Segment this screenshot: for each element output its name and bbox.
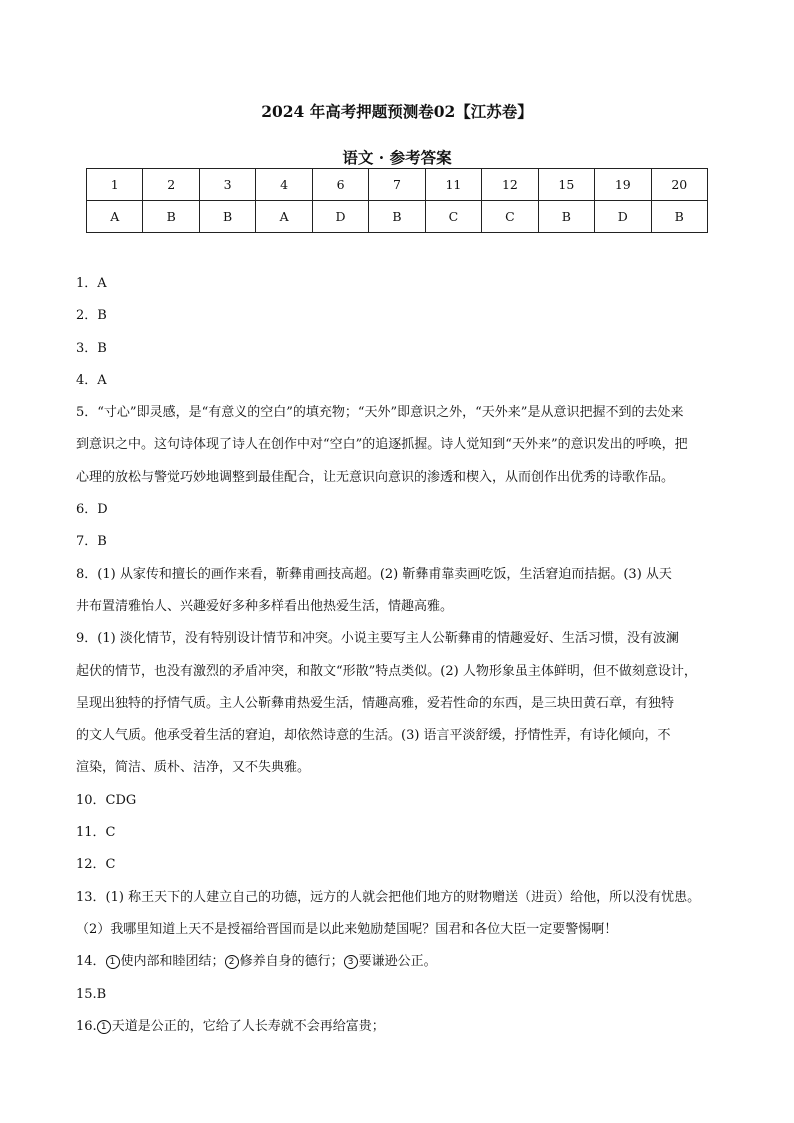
- answer-table-answer-row: [87, 201, 708, 233]
- answer-cell: A: [256, 201, 312, 233]
- answer-line: 13．(1) 称王天下的人建立自己的功德，远方的人就会把他们地方的财物赠送（进贡）给他，所以没有忧患。: [76, 889, 701, 905]
- question-number-cell: 4: [256, 169, 312, 201]
- answer-cell: D: [312, 201, 368, 233]
- answer-cell: C: [425, 201, 481, 233]
- answer-line: 12．C: [76, 857, 116, 873]
- answer-line: 9．(1) 淡化情节，没有特别设计情节和冲突。小说主要写主人公靳彝甫的情趣爱好、生活习惯，没有波澜: [76, 631, 679, 647]
- question-number-cell: 1: [87, 169, 143, 201]
- answer-line: 渲染，简洁、质朴、洁净，又不失典雅。: [76, 760, 311, 776]
- answer-line: 到意识之中。这句诗体现了诗人在创作中对“空白”的追逐抓握。诗人觉知到“天外来”的意识发出的呼唤，把: [76, 437, 688, 453]
- question-number-cell: 19: [595, 169, 651, 201]
- circled-number-mark: 3: [344, 955, 358, 969]
- answer-list: [76, 268, 726, 1043]
- answer-line: 10．CDG: [76, 792, 137, 808]
- question-number-cell: 2: [143, 169, 199, 201]
- question-number-cell: 6: [312, 169, 368, 201]
- question-number-cell: 7: [369, 169, 425, 201]
- answer-line: 8．(1) 从家传和擅长的画作来看，靳彝甫画技高超。(2) 靳彝甫靠卖画吃饭，生活窘迫而拮据。(3) 从天: [76, 566, 672, 582]
- answer-line: （2）我哪里知道上天不是授福给晋国而是以此来勉励楚国呢？国君和各位大臣一定要警惕啊！: [76, 921, 618, 937]
- answer-cell: C: [482, 201, 538, 233]
- page-title: 2024 年高考押题预测卷02【江苏卷】: [261, 102, 533, 121]
- answer-cell: A: [87, 201, 143, 233]
- answer-cell: B: [651, 201, 707, 233]
- answer-table: [86, 168, 708, 233]
- answer-line: 6．D: [76, 502, 108, 518]
- circled-number-mark: 2: [225, 955, 239, 969]
- answer-line: 起伏的情节，也没有激烈的矛盾冲突，和散文“形散”特点类似。(2) 人物形象虽主体鲜明，但不做刻意设计，: [76, 663, 697, 679]
- answer-line: 心理的放松与警觉巧妙地调整到最佳配合，让无意识向意识的渗透和楔入，从而创作出优秀的诗歌作品。: [76, 469, 675, 485]
- answer-line: 的文人气质。他承受着生活的窘迫，却依然诗意的生活。(3) 语言平淡舒缓，抒情性弄，有诗化倾向，不: [76, 728, 671, 744]
- answer-line: 11．C: [76, 825, 116, 841]
- answer-line: 呈现出独特的抒情气质。主人公靳彝甫热爱生活，情趣高雅，爱若性命的东西，是三块田黄石章，有独特: [76, 695, 675, 711]
- answer-cell: D: [595, 201, 651, 233]
- answer-line: 2．B: [76, 308, 107, 324]
- answer-line: 井布置清雅怡人、兴趣爱好多种多样看出他热爱生活，情趣高雅。: [76, 598, 454, 614]
- question-number-cell: 12: [482, 169, 538, 201]
- answer-part: 使内部和睦团结；: [120, 954, 225, 970]
- answer-table-number-row: [87, 169, 708, 201]
- circled-number-mark: 1: [106, 955, 120, 969]
- answer-part: 修养自身的德行；: [239, 954, 344, 970]
- answer-line: 1．A: [76, 276, 107, 291]
- answer-line-16: [76, 1011, 726, 1043]
- answer-line: 7．B: [76, 534, 107, 550]
- question-number-cell: 20: [651, 169, 707, 201]
- question-number-cell: 11: [425, 169, 481, 201]
- answer-line: 4．A: [76, 372, 107, 388]
- section-subtitle: 语文 · 参考答案: [342, 148, 452, 167]
- question-number-cell: 3: [199, 169, 255, 201]
- answer-cell: B: [199, 201, 255, 233]
- answer-line: 15.B: [76, 986, 107, 1002]
- item-number: 14．: [76, 954, 106, 970]
- circled-number-mark: 1: [97, 1020, 111, 1034]
- answer-part: 天道是公正的，它给了人长寿就不会再给富贵；: [111, 1018, 385, 1034]
- answer-cell: B: [538, 201, 594, 233]
- answer-cell: B: [369, 201, 425, 233]
- item-number: 16.: [76, 1018, 97, 1034]
- answer-line: 5．“寸心”即灵感，是“有意义的空白”的填充物；“天外”即意识之外，“天外来”是从意识把握不到的去处来: [76, 405, 684, 421]
- answer-part: 要谦逊公正。: [358, 954, 437, 970]
- answer-line-14: [76, 946, 726, 978]
- answer-cell: B: [143, 201, 199, 233]
- question-number-cell: 15: [538, 169, 594, 201]
- answer-line: 3．B: [76, 340, 107, 356]
